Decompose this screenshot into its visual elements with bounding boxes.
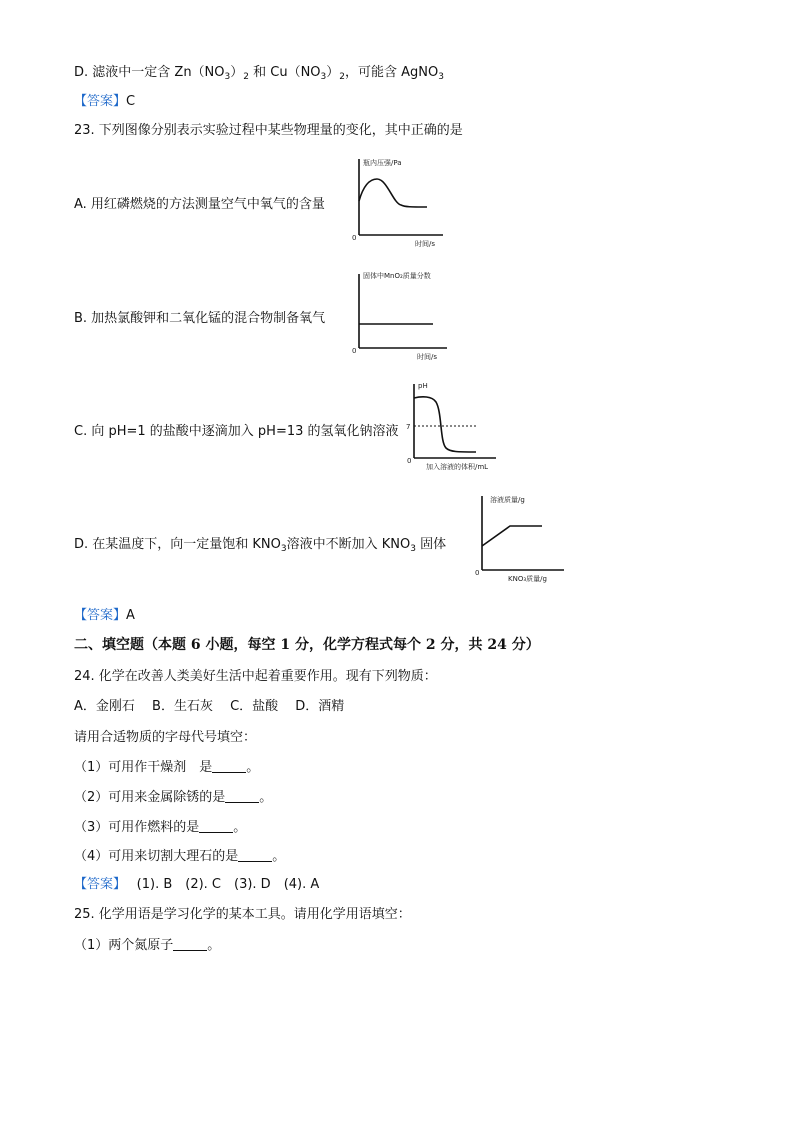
q24-options: A．金刚石 B．生石灰 C．盐酸 D．酒精 (74, 699, 345, 714)
answer-value: (1). B (2). C (3). D (4). A (119, 877, 320, 892)
graph-b-ylabel: 固体中MnO₂质量分数 (363, 272, 431, 280)
answer-blank[interactable] (225, 790, 259, 803)
graph-a-origin: 0 (352, 234, 357, 242)
q24-item-1: （1）可用作干燥剂 是 。 (74, 760, 260, 775)
q23-option-b: B. 加热氯酸钾和二氧化锰的混合物制备氧气 (74, 311, 326, 326)
graph-a-curve (359, 179, 427, 207)
graph-d (468, 490, 568, 585)
graph-b-xlabel: 时间/s (417, 353, 438, 361)
graph-c-tick-7: 7 (406, 423, 411, 431)
q24-item-4: （4）可用来切割大理石的是 。 (74, 849, 286, 864)
graph-d-ylabel: 溶液质量/g (490, 496, 525, 504)
graph-c-origin: 0 (407, 457, 412, 465)
graph-c (378, 378, 518, 473)
q24-item-2: （2）可用来金属除锈的是 。 (74, 790, 273, 805)
q24-answer (74, 876, 319, 894)
q23-option-a: A. 用红磷燃烧的方法测量空气中氧气的含量 (74, 197, 325, 212)
q23-option-d: D. 在某温度下，向一定量饱和 $KNO_3$溶液中不断加入 $KNO_3$ 固体 (74, 537, 447, 554)
answer-blank[interactable] (238, 849, 272, 862)
graph-d-curve (482, 526, 542, 546)
graph-d-xlabel: KNO₃质量/g (508, 575, 547, 583)
answer-tag: 【答案】 (74, 94, 127, 109)
section-heading: 二、填空题（本题 6 小题，每空 1 分，化学方程式每个 2 分，共 24 分） (74, 637, 540, 653)
q23-option-c: C. 向 pH=1 的盐酸中逐滴加入 pH=13 的氢氧化钠溶液 (74, 424, 399, 439)
graph-b-origin: 0 (352, 347, 357, 355)
q23-stem: 23. 下列图像分别表示实验过程中某些物理量的变化，其中正确的是 (74, 123, 463, 138)
graph-c-ylabel: pH (418, 382, 428, 390)
graph-a (345, 155, 445, 250)
answer-blank[interactable] (173, 938, 207, 951)
answer-tag: 【答案】 (74, 608, 127, 623)
graph-b (345, 268, 465, 363)
graph-d-origin: 0 (475, 569, 480, 577)
answer-blank[interactable] (212, 760, 246, 773)
q24-item-3: （3）可用作燃料的是 。 (74, 820, 247, 835)
answer-value: C (126, 94, 136, 109)
q25-item-1: （1）两个氮原子 。 (74, 938, 221, 953)
answer-tag: 【答案】 (74, 877, 120, 892)
answer-blank[interactable] (199, 820, 233, 833)
q23-answer (74, 607, 135, 625)
graph-c-xlabel: 加入溶液的体积/mL (426, 463, 489, 471)
graph-c-curve (414, 397, 476, 452)
q25-stem: 25. 化学用语是学习化学的某本工具。请用化学用语填空： (74, 907, 411, 922)
q24-stem: 24. 化学在改善人类美好生活中起着重要作用。现有下列物质： (74, 669, 437, 684)
q24-instruction: 请用合适物质的字母代号填空： (74, 730, 257, 745)
q22-answer (74, 93, 135, 111)
q22-option-d: D. 滤液中一定含 $Zn(NO_3)_2$ 和 $Cu(NO_3)_2$，可能含 AgNO$_3$ (74, 65, 445, 82)
graph-a-xlabel: 时间/s (415, 240, 436, 248)
graph-a-ylabel: 瓶内压强/Pa (363, 159, 402, 167)
answer-value: A (126, 608, 135, 623)
